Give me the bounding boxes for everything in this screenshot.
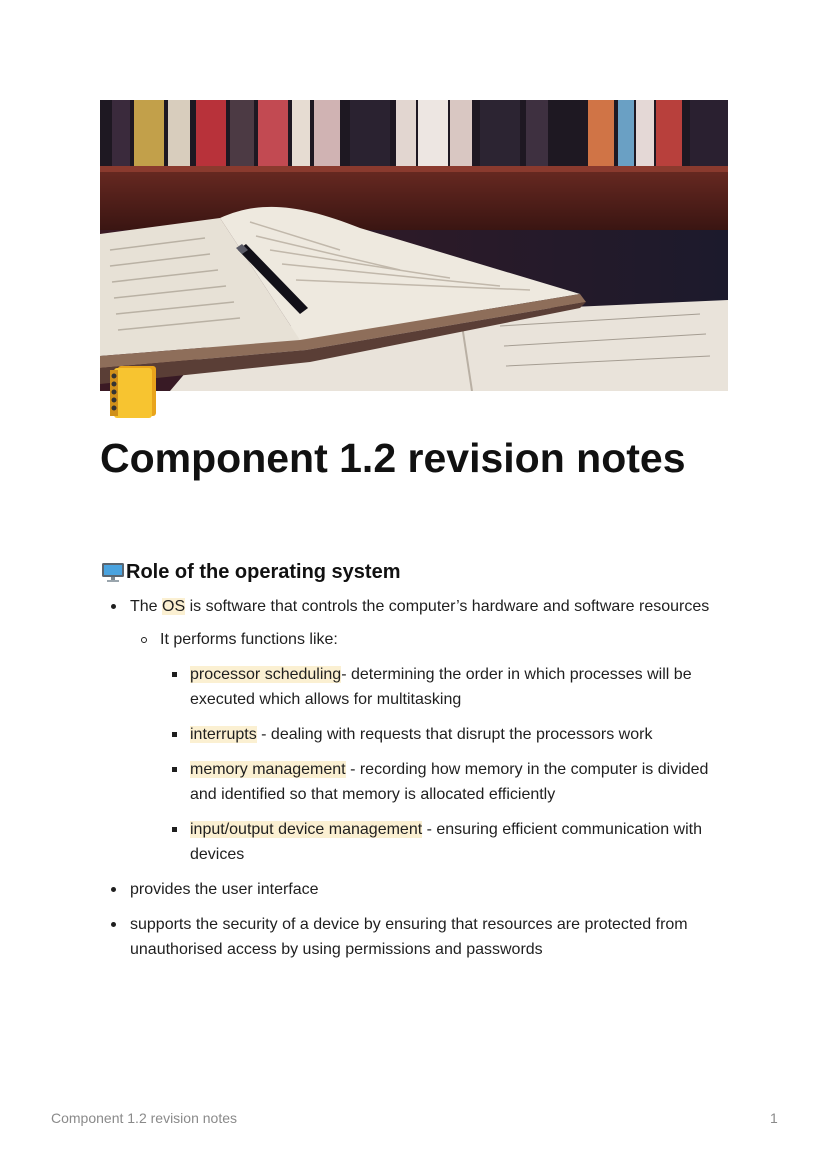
bullet-list [108,594,738,962]
page-title: Component 1.2 revision notes [100,435,686,481]
list-item [160,662,738,712]
list-item [160,817,738,867]
page-number: 1 [770,1110,778,1126]
sub-list [130,627,738,867]
list-item [108,912,738,962]
os-highlight: OS [162,598,186,615]
term-description: - ensuring efficient communication with devices [190,821,702,863]
term-description: - dealing with requests that disrupt the processors work [256,726,653,743]
footer-title: Component 1.2 revision notes [51,1110,237,1126]
list-item [108,877,738,902]
os-rest: is software that controls the computer’s hardware and software resources [185,598,710,615]
section-content [108,594,738,972]
os-prefix: The [130,598,163,615]
list-item [160,722,738,747]
term-highlight: processor scheduling [190,666,342,683]
list-item [160,757,738,807]
term-highlight: input/output device management [190,821,423,838]
security-text: supports the security of a device by ensuring that resources are protected from unauthorised access by using permissions and passwords [130,916,688,958]
desktop-computer-icon [101,561,125,583]
cover-image [100,100,728,391]
functions-list [160,662,738,867]
term-description: - determining the order in which processes will be executed which allows for multitasking [190,666,692,708]
section-heading-label: Role of the operating system [126,561,401,583]
list-item [108,594,738,867]
notebook-icon [108,364,160,420]
list-item [130,627,738,867]
section-heading [101,558,401,586]
functions-intro: It performs functions like: [160,631,338,648]
ui-text: provides the user interface [130,881,319,898]
term-highlight: memory management [190,761,346,778]
term-highlight: interrupts [190,726,257,743]
term-description: - recording how memory in the computer is divided and identified so that memory is allocated efficiently [190,761,709,803]
